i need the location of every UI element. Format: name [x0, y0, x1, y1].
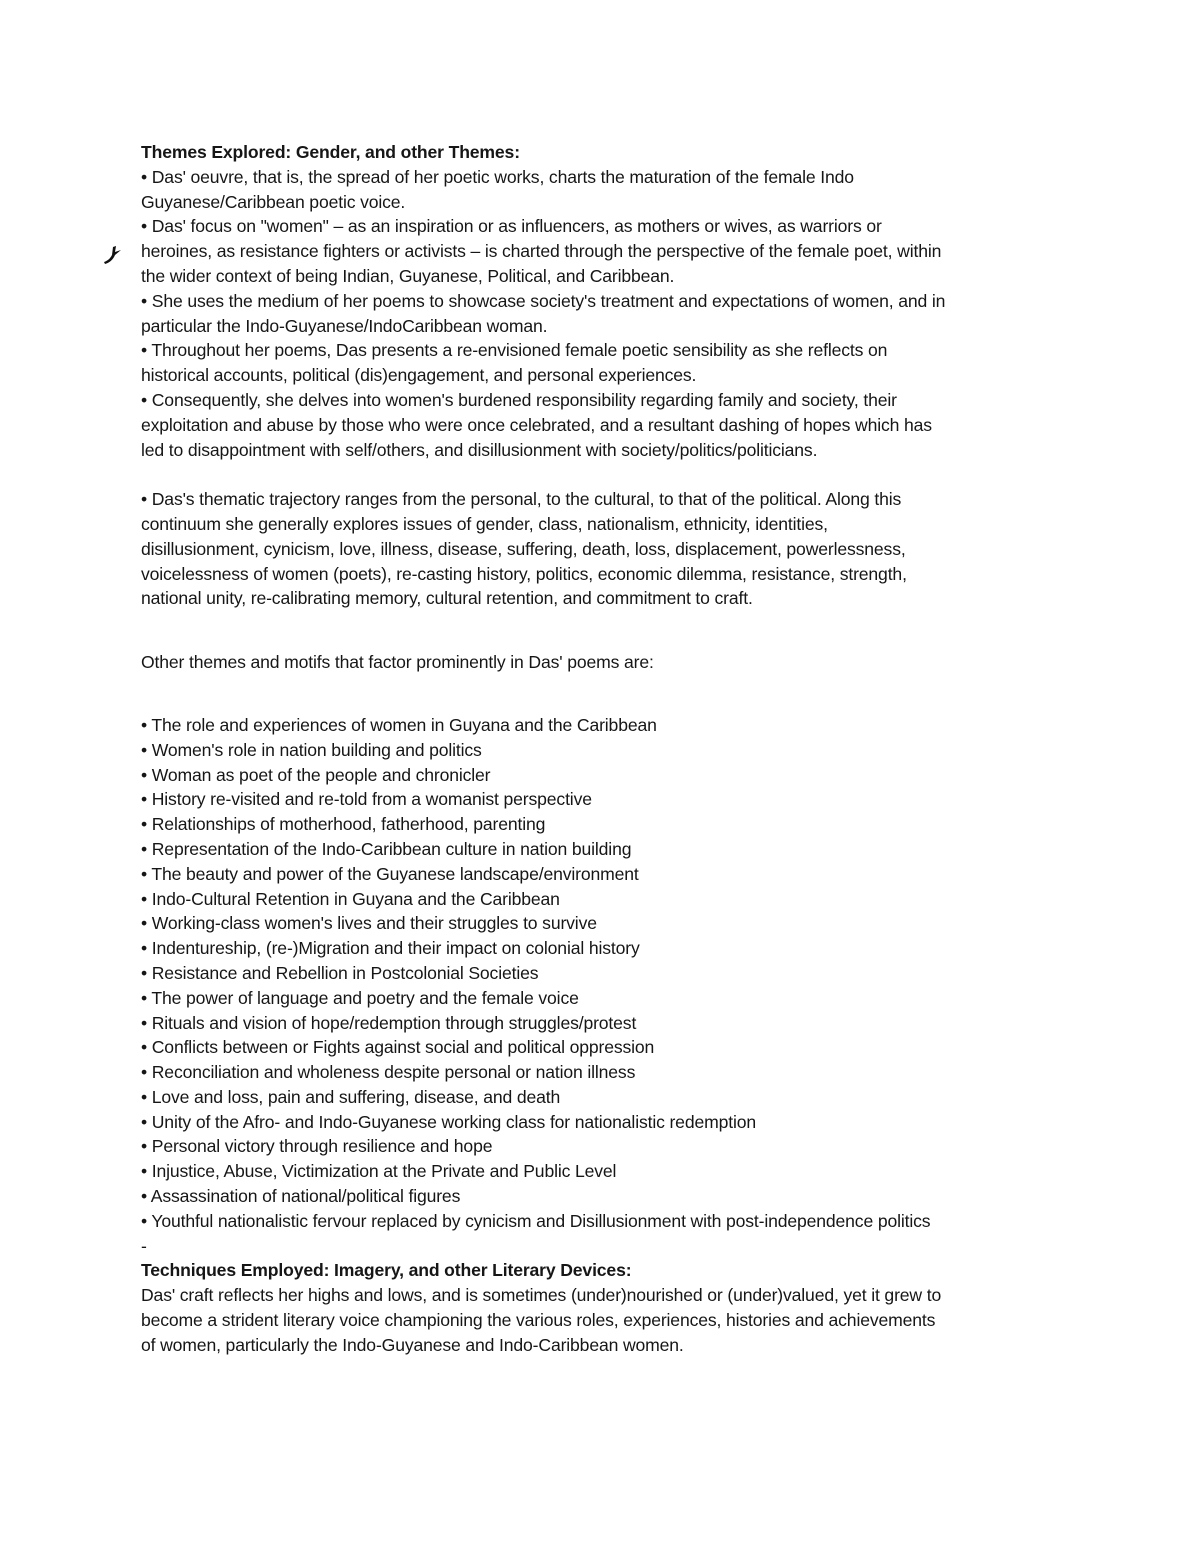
themes-paragraphs	[141, 165, 1071, 463]
list-item: • The beauty and power of the Guyanese landscape/environment	[141, 863, 639, 884]
text-line: disillusionment, cynicism, love, illness, disease, suffering, death, loss, displacement, powerlessness,	[141, 538, 906, 559]
list-item: • Unity of the Afro- and Indo-Guyanese working class for nationalistic redemption	[141, 1111, 756, 1132]
text-line: • Das' oeuvre, that is, the spread of her poetic works, charts the maturation of the female Indo	[141, 166, 854, 187]
text-line: heroines, as resistance fighters or activists – is charted through the perspective of the female poet, within	[141, 241, 942, 262]
text-line: of women, particularly the Indo-Guyanese and Indo-Caribbean women.	[141, 1334, 684, 1355]
text-line: led to disappointment with self/others, and disillusionment with society/politics/politicians.	[141, 439, 818, 460]
list-item: • Resistance and Rebellion in Postcolonial Societies	[141, 962, 539, 983]
text-line: Guyanese/Caribbean poetic voice.	[141, 191, 406, 212]
list-item: • Representation of the Indo-Caribbean culture in nation building	[141, 838, 632, 859]
themes-heading: Themes Explored: Gender, and other Themes:	[141, 142, 520, 162]
list-item: • Personal victory through resilience and hope	[141, 1136, 493, 1157]
techniques-heading: Techniques Employed: Imagery, and other Literary Devices:	[141, 1260, 632, 1281]
list-item: • Injustice, Abuse, Victimization at the Private and Public Level	[141, 1161, 617, 1182]
list-item: • Love and loss, pain and suffering, disease, and death	[141, 1086, 561, 1107]
list-item: • The power of language and poetry and the female voice	[141, 987, 579, 1008]
other-themes-intro: Other themes and motifs that factor prominently in Das' poems are:	[141, 652, 654, 673]
list-item: • Reconciliation and wholeness despite personal or nation illness	[141, 1062, 636, 1083]
text-line: • Throughout her poems, Das presents a re-envisioned female poetic sensibility as she reflects on	[141, 340, 888, 361]
list-item: • Women's role in nation building and politics	[141, 739, 482, 760]
text-line: continuum she generally explores issues of gender, class, nationalism, ethnicity, identities,	[141, 513, 828, 534]
list-item: • History re-visited and re-told from a womanist perspective	[141, 789, 592, 810]
separator-dash: -	[141, 1235, 147, 1256]
list-item: • Woman as poet of the people and chronicler	[141, 764, 491, 785]
list-item: • Indo-Cultural Retention in Guyana and the Caribbean	[141, 888, 560, 909]
list-item: • Indentureship, (re-)Migration and their impact on colonial history	[141, 938, 640, 959]
text-line: become a strident literary voice championing the various roles, experiences, histories and achievements	[141, 1310, 936, 1331]
trajectory-paragraph	[141, 487, 1071, 611]
blank-line	[141, 611, 1071, 650]
list-item: • The role and experiences of women in Guyana and the Caribbean	[141, 714, 657, 735]
list-item: • Assassination of national/political figures	[141, 1186, 461, 1207]
document-page	[141, 140, 1071, 1358]
blank-line	[141, 462, 1071, 487]
list-item: • Youthful nationalistic fervour replaced by cynicism and Disillusionment with post-independence politics	[141, 1210, 931, 1231]
list-item: • Conflicts between or Fights against social and political oppression	[141, 1037, 655, 1058]
list-item: • Relationships of motherhood, fatherhood, parenting	[141, 814, 546, 835]
list-item: • Working-class women's lives and their struggles to survive	[141, 913, 597, 934]
blank-line	[141, 675, 1071, 713]
text-line: voicelessness of women (poets), re-casting history, politics, economic dilemma, resistance, strength,	[141, 563, 907, 584]
text-line: • Consequently, she delves into women's burdened responsibility regarding family and society, their	[141, 389, 897, 410]
text-line: Das' craft reflects her highs and lows, and is sometimes (under)nourished or (under)valued, yet it grew to	[141, 1285, 942, 1306]
text-line: national unity, re-calibrating memory, cultural retention, and commitment to craft.	[141, 588, 753, 609]
margin-checkmark-icon	[102, 243, 124, 265]
text-line: historical accounts, political (dis)engagement, and personal experiences.	[141, 365, 697, 386]
text-line: exploitation and abuse by those who were once celebrated, and a resultant dashing of hopes which has	[141, 414, 932, 435]
text-line: • Das's thematic trajectory ranges from the personal, to the cultural, to that of the political. Along this	[141, 489, 902, 510]
list-item: • Rituals and vision of hope/redemption through struggles/protest	[141, 1012, 637, 1033]
themes-bullet-list	[141, 713, 1071, 1234]
text-line: • Das' focus on "women" – as an inspiration or as influencers, as mothers or wives, as warriors or	[141, 216, 882, 237]
techniques-paragraph	[141, 1283, 1071, 1357]
text-line: particular the Indo-Guyanese/IndoCaribbean woman.	[141, 315, 548, 336]
text-line: • She uses the medium of her poems to showcase society's treatment and expectations of women, and in	[141, 290, 946, 311]
text-line: the wider context of being Indian, Guyanese, Political, and Caribbean.	[141, 265, 675, 286]
